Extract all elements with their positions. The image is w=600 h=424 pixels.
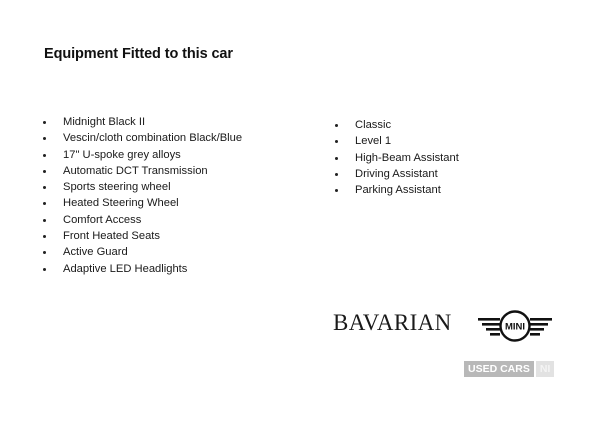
bullet-icon <box>43 268 46 271</box>
bullet-icon <box>43 170 46 173</box>
bullet-icon <box>43 219 46 222</box>
page-title: Equipment Fitted to this car <box>44 46 233 62</box>
badge-used-cars: USED CARS <box>464 361 534 377</box>
bullet-icon <box>43 235 46 238</box>
bullet-icon <box>335 157 338 160</box>
bullet-icon <box>43 137 46 140</box>
bullet-icon <box>335 124 338 127</box>
bullet-icon <box>43 202 46 205</box>
bullet-icon <box>43 154 46 157</box>
bullet-icon <box>335 173 338 176</box>
bullet-icon <box>335 189 338 192</box>
dealer-wordmark: BAVARIAN <box>333 310 452 335</box>
bullet-icon <box>43 251 46 254</box>
bullet-icon <box>43 121 46 124</box>
bullet-icon <box>335 140 338 143</box>
badge-ni: NI <box>536 361 555 377</box>
mini-logo-icon <box>477 309 553 343</box>
bullet-icon <box>43 186 46 189</box>
svg-text:MINI: MINI <box>504 321 526 333</box>
used-cars-badge <box>464 361 554 377</box>
